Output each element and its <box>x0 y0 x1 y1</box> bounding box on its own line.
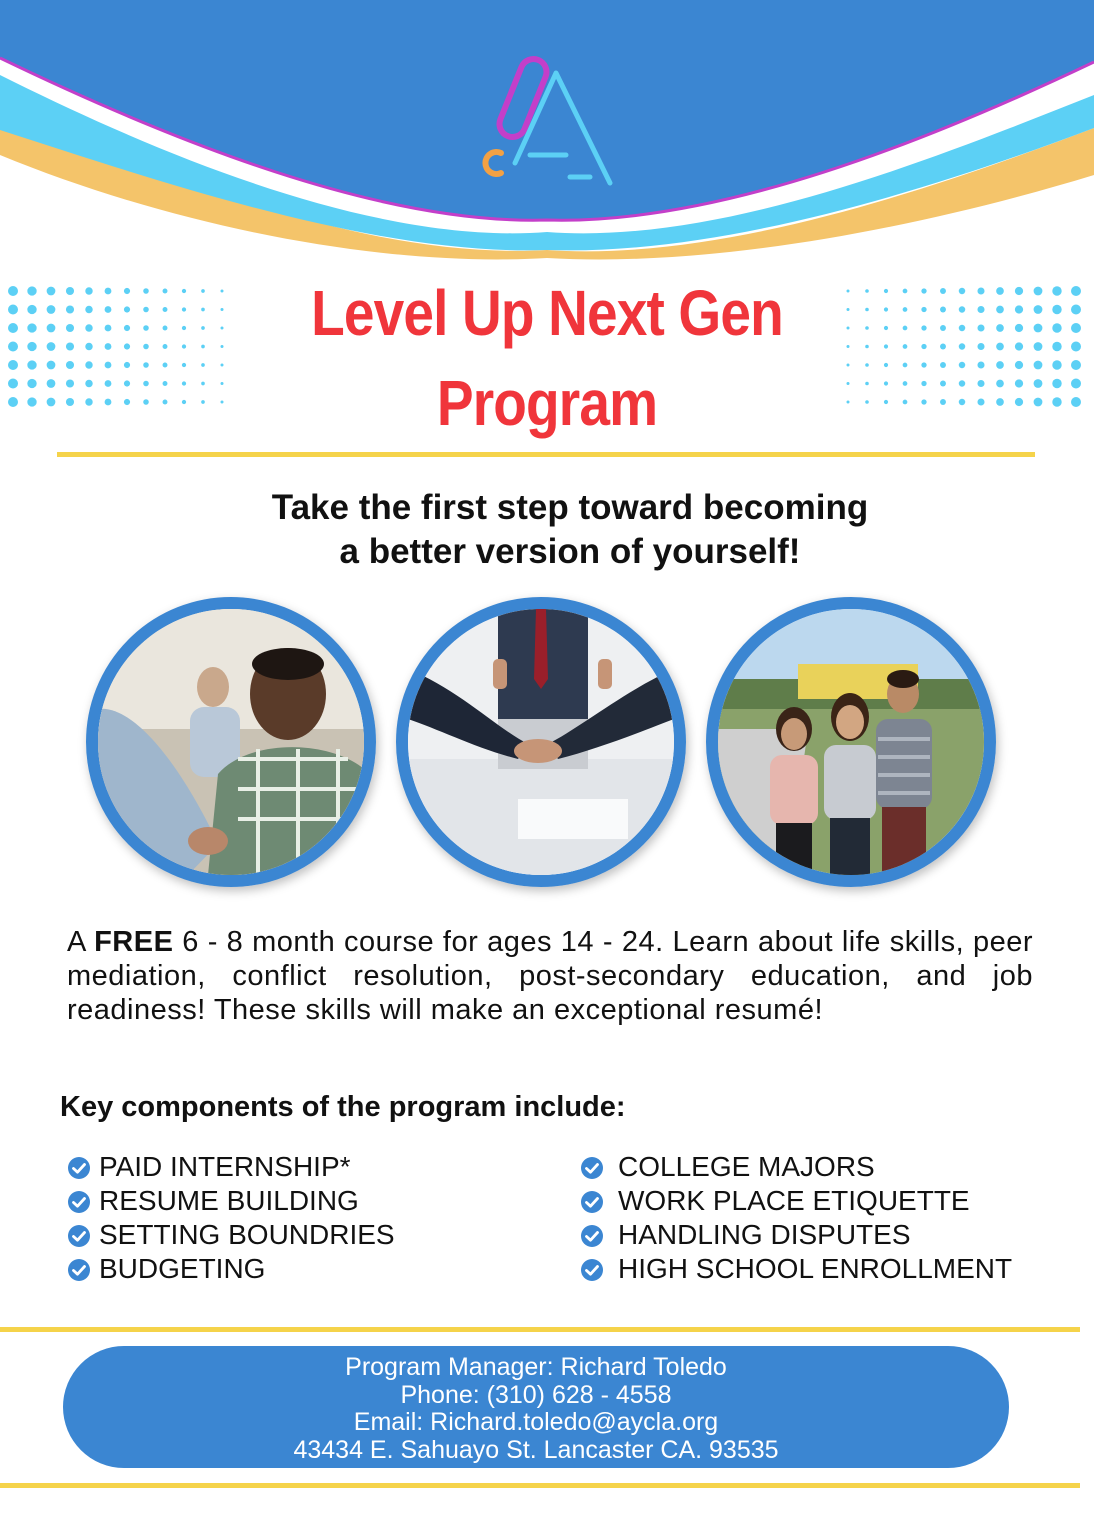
component-label: BUDGETING <box>99 1253 266 1284</box>
component-label: COLLEGE MAJORS <box>618 1151 875 1182</box>
aycla-logo-icon <box>470 55 620 190</box>
photo-handshake-young-man <box>86 597 376 887</box>
components-list-right <box>580 1150 1012 1286</box>
subtitle-line-2: a better version of yourself! <box>339 532 801 571</box>
checkmark-icon <box>580 1257 604 1281</box>
description-free-emphasis: FREE <box>94 926 174 958</box>
component-label: PAID INTERNSHIP* <box>99 1151 351 1182</box>
component-item <box>67 1252 395 1286</box>
checkmark-icon <box>67 1155 91 1179</box>
checkmark-icon <box>580 1189 604 1213</box>
checkmark-icon <box>67 1189 91 1213</box>
component-label: RESUME BUILDING <box>99 1185 359 1216</box>
component-item <box>580 1218 1012 1252</box>
components-heading: Key components of the program include: <box>60 1091 626 1123</box>
description-text: 6 - 8 month course for ages 14 - 24. Learn about life skills, peer mediation, conflict resolution, post-secondary education, and job readiness! These skills will make an exceptional resumé! <box>67 926 1033 1026</box>
photo-business-handshake <box>396 597 686 887</box>
components-list-left <box>67 1150 395 1286</box>
component-item <box>67 1218 395 1252</box>
component-item <box>67 1150 395 1184</box>
page-title <box>77 268 1018 448</box>
title-line-2: Program <box>436 367 658 439</box>
component-label: WORK PLACE ETIQUETTE <box>618 1185 970 1216</box>
subtitle-line-1: Take the first step toward becoming <box>271 488 869 527</box>
divider-contact-bottom <box>0 1483 1080 1488</box>
street-address: 43434 E. Sahuayo St. Lancaster CA. 93535 <box>293 1435 779 1464</box>
contact-info-box <box>63 1346 1009 1468</box>
title-line-1: Level Up Next Gen <box>311 277 783 349</box>
divider-top <box>57 452 1035 457</box>
checkmark-icon <box>67 1223 91 1247</box>
photo-students-group <box>706 597 996 887</box>
course-description <box>67 925 1033 1027</box>
email-address[interactable]: Email: Richard.toledo@aycla.org <box>353 1408 719 1436</box>
component-label: HANDLING DISPUTES <box>618 1219 911 1250</box>
checkmark-icon <box>580 1155 604 1179</box>
component-label: SETTING BOUNDRIES <box>99 1219 395 1250</box>
component-item <box>580 1252 1012 1286</box>
description-prefix: A <box>67 926 95 958</box>
checkmark-icon <box>67 1257 91 1281</box>
component-label: HIGH SCHOOL ENROLLMENT <box>618 1253 1013 1284</box>
component-item <box>67 1184 395 1218</box>
component-item <box>580 1150 1012 1184</box>
phone-number[interactable]: Phone: (310) 628 - 4558 <box>400 1380 672 1409</box>
divider-contact-top <box>0 1327 1080 1332</box>
program-manager: Program Manager: Richard Toledo <box>345 1353 727 1381</box>
component-item <box>580 1184 1012 1218</box>
subtitle <box>150 486 990 574</box>
checkmark-icon <box>580 1223 604 1247</box>
